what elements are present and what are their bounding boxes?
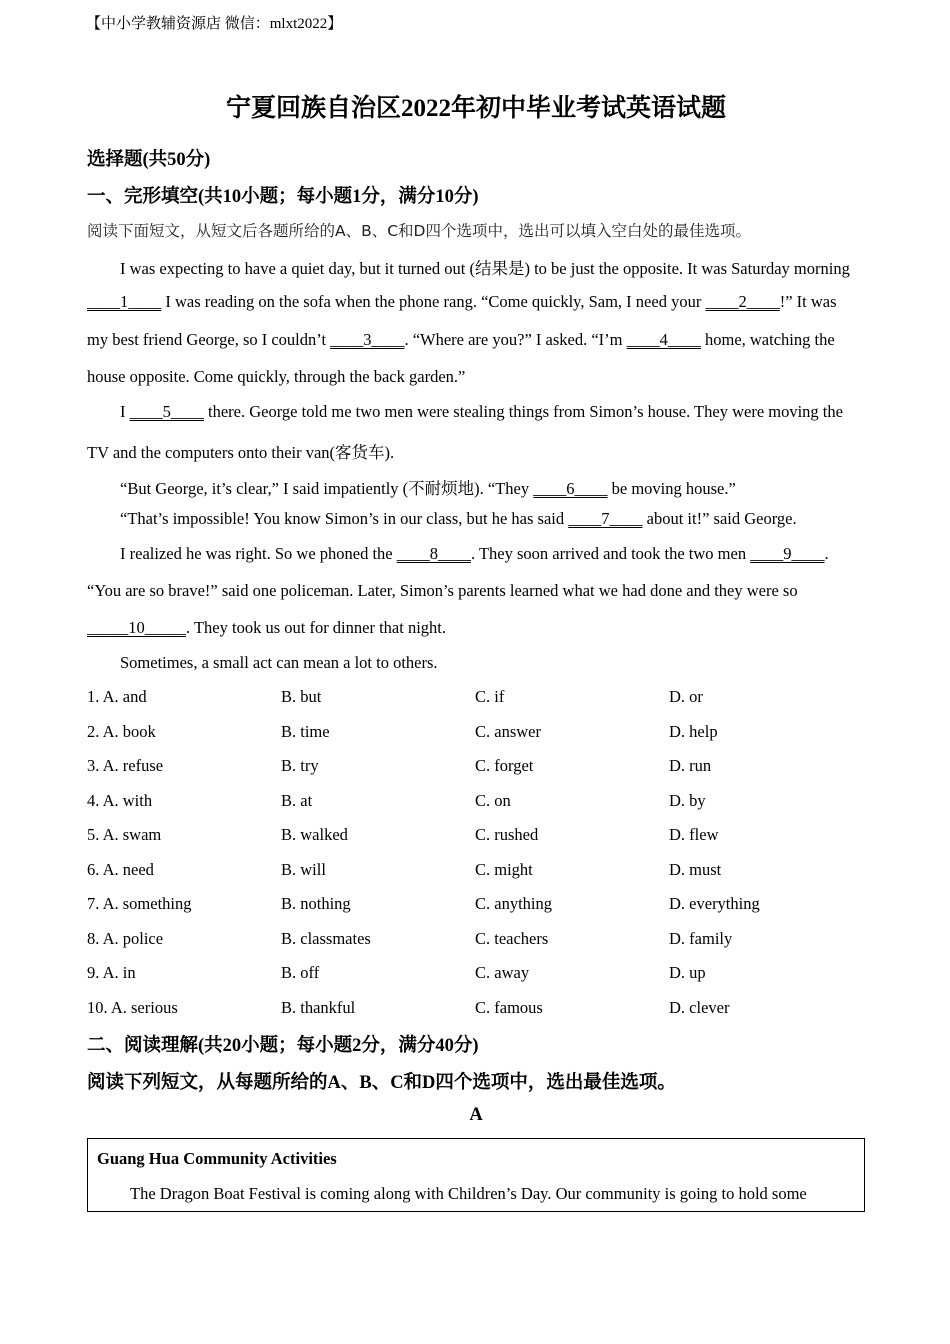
option-9-b: B. off — [281, 963, 320, 982]
passage-label: A — [469, 1105, 483, 1125]
option-10-c: C. famous — [475, 997, 543, 1017]
option-4-b: B. at — [281, 790, 313, 810]
option-5-d: D. flew — [669, 825, 719, 844]
activities-box — [87, 1138, 865, 1212]
page-title: 宁夏回族自治区2022年初中毕业考试英语试题 — [225, 95, 726, 122]
blank-6: ____6____ — [533, 479, 608, 498]
passage-text: home, watching the — [700, 330, 835, 349]
part2-heading: 二、阅读理解(共20小题；每小题2分，满分40分) — [87, 1036, 479, 1056]
option-3-c: C. forget — [475, 756, 534, 775]
option-10-a: 10. A. serious — [87, 997, 178, 1017]
blank-10: _____10_____ — [87, 618, 186, 637]
passage-line: I was expecting to have a quiet day, but it turned out (结果是) to be just the opposite. It was Saturday morning — [120, 259, 850, 278]
option-4-c: C. on — [475, 790, 511, 810]
option-4-a: 4. A. with — [87, 790, 153, 810]
passage-text: . They took us out for dinner that night. — [186, 618, 446, 637]
option-8-d: D. family — [669, 928, 733, 948]
option-2-b: B. time — [281, 721, 330, 741]
passage-text: . — [824, 544, 829, 563]
option-5-c: C. rushed — [475, 825, 539, 844]
passage-line: house opposite. Come quickly, through the back garden.” — [87, 367, 466, 386]
option-5-a: 5. A. swam — [87, 825, 162, 844]
part2-instruction: 阅读下列短文，从每题所给的A、B、C和D四个选项中，选出最佳选项。 — [87, 1073, 676, 1093]
passage-text: “That’s impossible! You know Simon’s in our class, but he has said — [120, 509, 569, 528]
section-heading-choice: 选择题(共50分) — [87, 150, 211, 170]
option-1-b: B. but — [281, 687, 322, 706]
passage-text: “But George, it’s clear,” I said impatiently (不耐烦地). “They — [120, 479, 534, 498]
passage-text: !” It was — [779, 292, 837, 311]
blank-5: ____5____ — [129, 402, 204, 421]
passage-text: I realized he was right. So we phoned the — [120, 544, 397, 563]
passage-line: TV and the computers onto their van(客货车). — [87, 443, 395, 462]
option-5-b: B. walked — [281, 825, 348, 844]
option-2-d: D. help — [669, 721, 718, 741]
passage-line — [87, 618, 446, 638]
option-6-b: B. will — [281, 859, 326, 879]
blank-1: ____1____ — [87, 292, 162, 311]
option-8-c: C. teachers — [475, 928, 549, 948]
passage-line — [87, 292, 837, 312]
passage-line — [87, 330, 835, 350]
option-7-b: B. nothing — [281, 894, 351, 913]
option-9-a: 9. A. in — [87, 963, 136, 982]
option-8-a: 8. A. police — [87, 928, 164, 948]
passage-text: my best friend George, so I couldn’t — [87, 330, 331, 349]
option-7-c: C. anything — [475, 894, 552, 913]
passage-text: I — [120, 402, 130, 421]
part1-instruction: 阅读下面短文，从短文后各题所给的A、B、C和D四个选项中，选出可以填入空白处的最佳选项。 — [87, 222, 751, 240]
option-1-a: 1. A. and — [87, 687, 147, 706]
option-1-c: C. if — [475, 687, 505, 706]
option-6-c: C. might — [475, 859, 533, 879]
passage-text: about it!” said George. — [642, 509, 797, 528]
option-2-c: C. answer — [475, 721, 541, 741]
option-9-d: D. up — [669, 963, 706, 982]
passage-text: . They soon arrived and took the two men — [471, 544, 751, 563]
passage-line — [120, 402, 843, 422]
option-10-b: B. thankful — [281, 997, 356, 1017]
passage-text: there. George told me two men were stealing things from Simon’s house. They were moving the — [203, 402, 843, 421]
blank-3: ____3____ — [330, 330, 405, 349]
passage-text: . “Where are you?” I asked. “I’m — [404, 330, 627, 349]
passage-text: be moving house.” — [607, 479, 736, 498]
option-3-d: D. run — [669, 756, 712, 775]
option-10-d: D. clever — [669, 997, 730, 1017]
blank-4: ____4____ — [626, 330, 701, 349]
part1-heading: 一、完形填空(共10小题；每小题1分，满分10分) — [87, 187, 479, 207]
option-7-a: 7. A. something — [87, 894, 192, 913]
passage-line — [120, 509, 797, 529]
blank-9: ____9____ — [750, 544, 825, 563]
box-text: The Dragon Boat Festival is coming along with Children’s Day. Our community is going to hold some — [130, 1184, 807, 1203]
option-6-a: 6. A. need — [87, 859, 154, 879]
blank-8: ____8____ — [396, 544, 471, 563]
option-8-b: B. classmates — [281, 928, 371, 948]
blank-2: ____2____ — [705, 292, 780, 311]
header-note: 【中小学教辅资源店 微信：mlxt2022】 — [86, 16, 343, 32]
blank-7: ____7____ — [568, 509, 643, 528]
option-1-d: D. or — [669, 687, 703, 706]
option-9-c: C. away — [475, 963, 530, 982]
option-2-a: 2. A. book — [87, 721, 156, 741]
passage-line: Sometimes, a small act can mean a lot to others. — [120, 653, 438, 672]
passage-line: “You are so brave!” said one policeman. Later, Simon’s parents learned what we had done and they were so — [87, 581, 798, 600]
passage-line — [120, 544, 829, 564]
option-7-d: D. everything — [669, 894, 760, 913]
option-3-b: B. try — [281, 756, 319, 775]
passage-line — [120, 475, 736, 499]
option-3-a: 3. A. refuse — [87, 756, 164, 775]
passage-text: I was reading on the sofa when the phone rang. “Come quickly, Sam, I need your — [161, 292, 706, 311]
box-title: Guang Hua Community Activities — [97, 1149, 337, 1168]
option-4-d: D. by — [669, 790, 706, 810]
option-6-d: D. must — [669, 859, 722, 879]
